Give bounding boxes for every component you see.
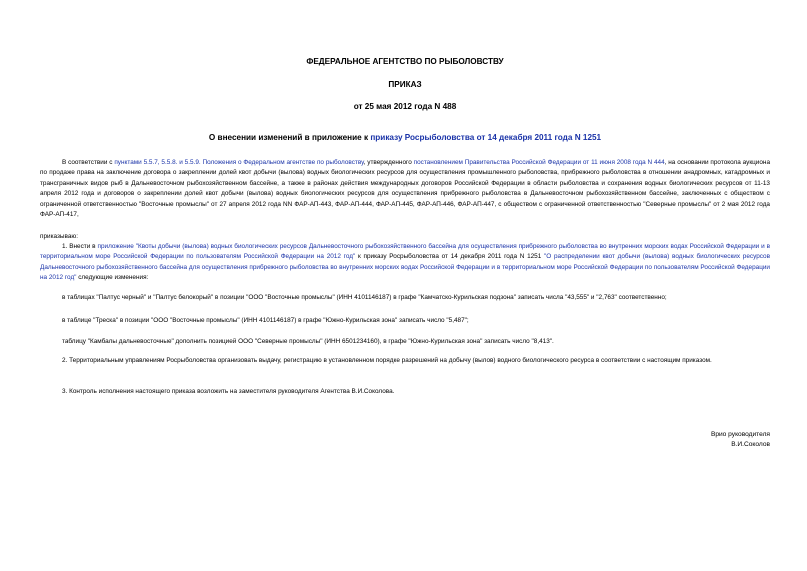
subject-heading [40,133,770,142]
date-number-heading: от 25 мая 2012 года N 488 [353,102,457,111]
preamble-text-1: В соответствии с [62,159,115,166]
change-flounder: таблицу "Камбалы дальневосточные" дополнить позицией ООО "Северные промыслы" (ИНН 6501234160), в графе "Южно-Курильская зона" записать число "8,413". [62,338,554,345]
change-halibut: в таблицах "Палтус черный" и "Палтус белокорый" в позиции "ООО "Восточные промыслы" (ИНН 4101146187) в графе "Камчатско-Курильская подзона" записать числа "43,555" и "2,763" соответственно; [62,294,667,301]
change-cod: в таблице "Треска" в позиции "ООО "Восточные промыслы" (ИНН 4101146187) в графе "Южно-Курильская зона" записать число "5,487"; [62,317,469,324]
item-1-link-appendix[interactable]: приложение "Квоты добычи (вылова) водных биологических ресурсов Дальневосточного рыбохозяйственного бассейна для осуществления прибрежного рыболовства во внутренних морских водах Российской Федерации и в территориальном море Российской Федерации по пользователям Российской Федерации на 2012 год" [40,243,771,261]
item-1-text-2: к приказу Росрыболовства от 14 декабря 2011 года N 1251 [355,253,545,261]
item-1-text-1: 1. Внести в [62,243,98,250]
order-word: приказываю: [40,233,78,240]
item-1-paragraph [40,242,770,284]
agency-heading: ФЕДЕРАЛЬНОЕ АГЕНТСТВО ПО РЫБОЛОВСТВУ [306,57,504,66]
subject-prefix: О внесении изменений в приложение к [208,133,371,142]
preamble-text-2: , утвержденного [363,159,414,166]
signature-title: Врио руководителя [710,431,770,438]
item-1-text-3: следующие изменения: [76,274,149,282]
preamble-link-decree[interactable]: постановлением Правительства Российской Федерации от 11 июня 2008 года N 444 [413,159,665,166]
item-1-link-order[interactable]: "О распределении квот добычи (вылова) водных биологических ресурсов Дальневосточного рыбохозяйственного бассейна для осуществления прибрежного рыболовства во внутренних морских водах Российской Федерации и в территориальном море Российской Федерации по пользователям Российской Федерации на 2012 год" [40,253,770,282]
preamble-link-regulation[interactable]: пунктами 5.5.7, 5.5.8. и 5.5.9. Положения о Федеральном агентстве по рыболовству [114,159,364,166]
item-2-paragraph: 2. Территориальным управлениям Росрыболовства организовать выдачу, регистрацию в установленном порядке разрешений на добычу (вылов) водного биологического ресурса в соответствии с настоящим приказом. [62,357,712,364]
item-3-paragraph: 3. Контроль исполнения настоящего приказа возложить на заместителя руководителя Агентства В.И.Соколова. [62,388,395,395]
preamble-paragraph [40,158,770,220]
preamble-text-3: , на основании протокола аукциона по продаже права на заключение договора о закреплении долей квот добычи (вылова) водных биологических ресурсов для осуществления промышленного рыболовства, прибрежного рыболовства в отношении анадромных, катадромных и трансграничных видов рыб в Дальневосточном рыбохозяйственном бассейне, а также в районах действия международных договоров Российской Федерации в области рыболовства и сохранения водных биологических ресурсов от 11-13 апреля 2012 года и договоров о закреплении долей квот добычи (вылова) водных биологических ресурсов для осуществления прибрежного рыболовства в Дальневосточном рыбохозяйственном бассейне, заключенных с обществом с ограниченной ответственностью "Восточные промыслы" от 27 апреля 2012 года NN ФАР-АП-443, ФАР-АП-444, ФАР-АП-445, ФАР-АП-446, ФАР-АП-447, с обществом с ограниченной ответственностью "Северные промыслы" от 2 мая 2012 года ФАР-АП-417, [40,159,771,219]
doc-type-heading: ПРИКАЗ [388,80,422,89]
subject-link[interactable]: приказу Росрыболовства от 14 декабря 2011 года N 1251 [370,133,602,142]
signature-name: В.И.Соколов [731,441,770,449]
signature-block [711,430,770,451]
